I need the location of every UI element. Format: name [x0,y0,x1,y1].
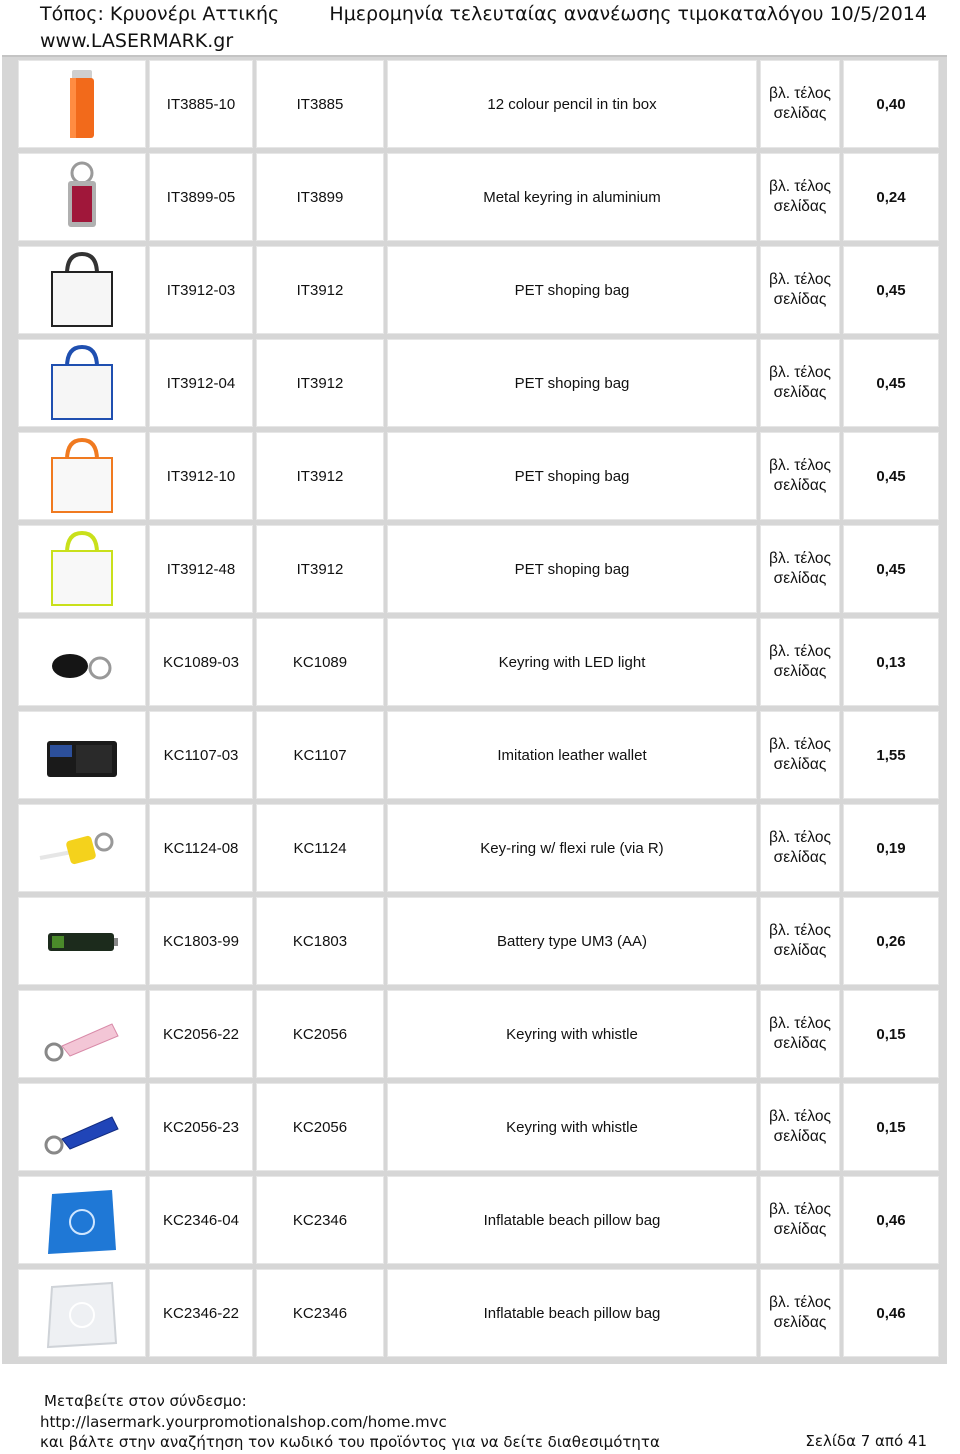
product-code: IT3899-05 [149,153,253,241]
product-code: KC1089-03 [149,618,253,706]
price-note-line1: βλ. τέλος [769,736,831,753]
price-note [760,246,840,334]
price-note [760,990,840,1078]
product-group: KC2056 [256,1083,384,1171]
price-note-line1: βλ. τέλος [769,1294,831,1311]
price-note-line1: βλ. τέλος [769,1108,831,1125]
footer-link[interactable]: http://lasermark.yourpromotionalshop.com/home.mvc [40,1413,447,1431]
footer-instruction: Μεταβείτε στον σύνδεσμο: [44,1392,247,1410]
price-note [760,1083,840,1171]
product-code: IT3912-04 [149,339,253,427]
product-code: KC1124-08 [149,804,253,892]
price-note-line1: βλ. τέλος [769,457,831,474]
product-image [18,711,146,799]
price-note [760,618,840,706]
product-description: Battery type UM3 (AA) [387,897,757,985]
battery-icon [32,901,132,981]
product-description: 12 colour pencil in tin box [387,60,757,148]
footer-note: και βάλτε στην αναζήτηση τον κωδικό του προϊόντος για να δείτε διαθεσιμότητα [40,1433,660,1451]
product-price: 0,46 [843,1269,939,1357]
product-price: 1,55 [843,711,939,799]
product-price: 0,45 [843,432,939,520]
product-image [18,1176,146,1264]
led-keyring-icon [32,622,132,702]
price-note [760,804,840,892]
product-price: 0,45 [843,246,939,334]
product-code: IT3912-10 [149,432,253,520]
price-note [760,525,840,613]
price-note-line2: σελίδας [773,663,827,680]
product-description: PET shoping bag [387,432,757,520]
beach-pillow-clear-icon [32,1273,132,1353]
product-price: 0,13 [843,618,939,706]
product-code: KC2056-22 [149,990,253,1078]
price-table [2,55,947,1364]
product-image [18,339,146,427]
product-code: IT3885-10 [149,60,253,148]
price-note-line1: βλ. τέλος [769,1201,831,1218]
product-price: 0,26 [843,897,939,985]
product-image [18,1269,146,1357]
product-description: Keyring with whistle [387,1083,757,1171]
product-group: IT3899 [256,153,384,241]
product-group: KC1089 [256,618,384,706]
product-price: 0,46 [843,1176,939,1264]
price-note-line1: βλ. τέλος [769,178,831,195]
product-code: KC2346-22 [149,1269,253,1357]
price-note-line2: σελίδας [773,849,827,866]
product-code: IT3912-03 [149,246,253,334]
whistle-keyring-pink-icon [32,994,132,1074]
price-note-line2: σελίδας [773,1128,827,1145]
product-group: IT3912 [256,432,384,520]
metal-keyring-icon [32,157,132,237]
product-image [18,60,146,148]
product-group: IT3912 [256,246,384,334]
product-code: KC1803-99 [149,897,253,985]
page-number: Σελίδα 7 από 41 [805,1432,927,1450]
price-note [760,1176,840,1264]
product-description: Keyring with whistle [387,990,757,1078]
price-note [760,711,840,799]
header-last-update: Ημερομηνία τελευταίας ανανέωσης τιμοκαταλόγου 10/5/2014 [329,3,927,25]
product-group: IT3885 [256,60,384,148]
product-group: KC2346 [256,1176,384,1264]
header-website[interactable]: www.LASERMARK.gr [40,30,234,52]
shopping-bag-lime-handle-icon [32,529,132,609]
shopping-bag-orange-handle-icon [32,436,132,516]
product-description: PET shoping bag [387,339,757,427]
tape-measure-keyring-icon [32,808,132,888]
price-note [760,153,840,241]
orange-pencil-tin-icon [32,64,132,144]
price-note-line1: βλ. τέλος [769,922,831,939]
price-note-line2: σελίδας [773,942,827,959]
price-note-line1: βλ. τέλος [769,643,831,660]
product-code: KC1107-03 [149,711,253,799]
product-description: Inflatable beach pillow bag [387,1176,757,1264]
price-note-line2: σελίδας [773,198,827,215]
product-group: KC2346 [256,1269,384,1357]
header-location: Τόπος: Κρυονέρι Αττικής [40,3,280,25]
product-image [18,1083,146,1171]
product-image [18,525,146,613]
shopping-bag-black-handle-icon [32,250,132,330]
price-note-line2: σελίδας [773,1035,827,1052]
price-note [760,1269,840,1357]
product-image [18,246,146,334]
product-image [18,897,146,985]
product-price: 0,40 [843,60,939,148]
price-note-line2: σελίδας [773,105,827,122]
product-price: 0,19 [843,804,939,892]
product-description: Imitation leather wallet [387,711,757,799]
price-note-line1: βλ. τέλος [769,1015,831,1032]
product-price: 0,45 [843,339,939,427]
product-description: PET shoping bag [387,525,757,613]
beach-pillow-blue-icon [32,1180,132,1260]
price-note-line1: βλ. τέλος [769,85,831,102]
price-note [760,60,840,148]
price-note-line1: βλ. τέλος [769,271,831,288]
product-description: PET shoping bag [387,246,757,334]
product-image [18,804,146,892]
price-note-line2: σελίδας [773,291,827,308]
product-description: Key-ring w/ flexi rule (via R) [387,804,757,892]
product-description: Metal keyring in aluminium [387,153,757,241]
product-group: KC1107 [256,711,384,799]
price-note [760,432,840,520]
price-note-line2: σελίδας [773,384,827,401]
price-note [760,897,840,985]
product-image [18,153,146,241]
price-note [760,339,840,427]
price-note-line2: σελίδας [773,477,827,494]
product-code: KC2346-04 [149,1176,253,1264]
product-group: IT3912 [256,339,384,427]
product-group: KC2056 [256,990,384,1078]
product-code: IT3912-48 [149,525,253,613]
product-image [18,990,146,1078]
price-note-line2: σελίδας [773,570,827,587]
price-note-line1: βλ. τέλος [769,550,831,567]
price-note-line1: βλ. τέλος [769,364,831,381]
price-note-line1: βλ. τέλος [769,829,831,846]
price-note-line2: σελίδας [773,1314,827,1331]
price-note-line2: σελίδας [773,1221,827,1238]
product-price: 0,15 [843,1083,939,1171]
price-note-line2: σελίδας [773,756,827,773]
product-group: KC1124 [256,804,384,892]
product-group: KC1803 [256,897,384,985]
whistle-keyring-blue-icon [32,1087,132,1167]
shopping-bag-blue-handle-icon [32,343,132,423]
wallet-icon [32,715,132,795]
product-group: IT3912 [256,525,384,613]
product-price: 0,45 [843,525,939,613]
product-image [18,618,146,706]
product-code: KC2056-23 [149,1083,253,1171]
product-description: Inflatable beach pillow bag [387,1269,757,1357]
product-image [18,432,146,520]
product-price: 0,15 [843,990,939,1078]
product-description: Keyring with LED light [387,618,757,706]
product-price: 0,24 [843,153,939,241]
